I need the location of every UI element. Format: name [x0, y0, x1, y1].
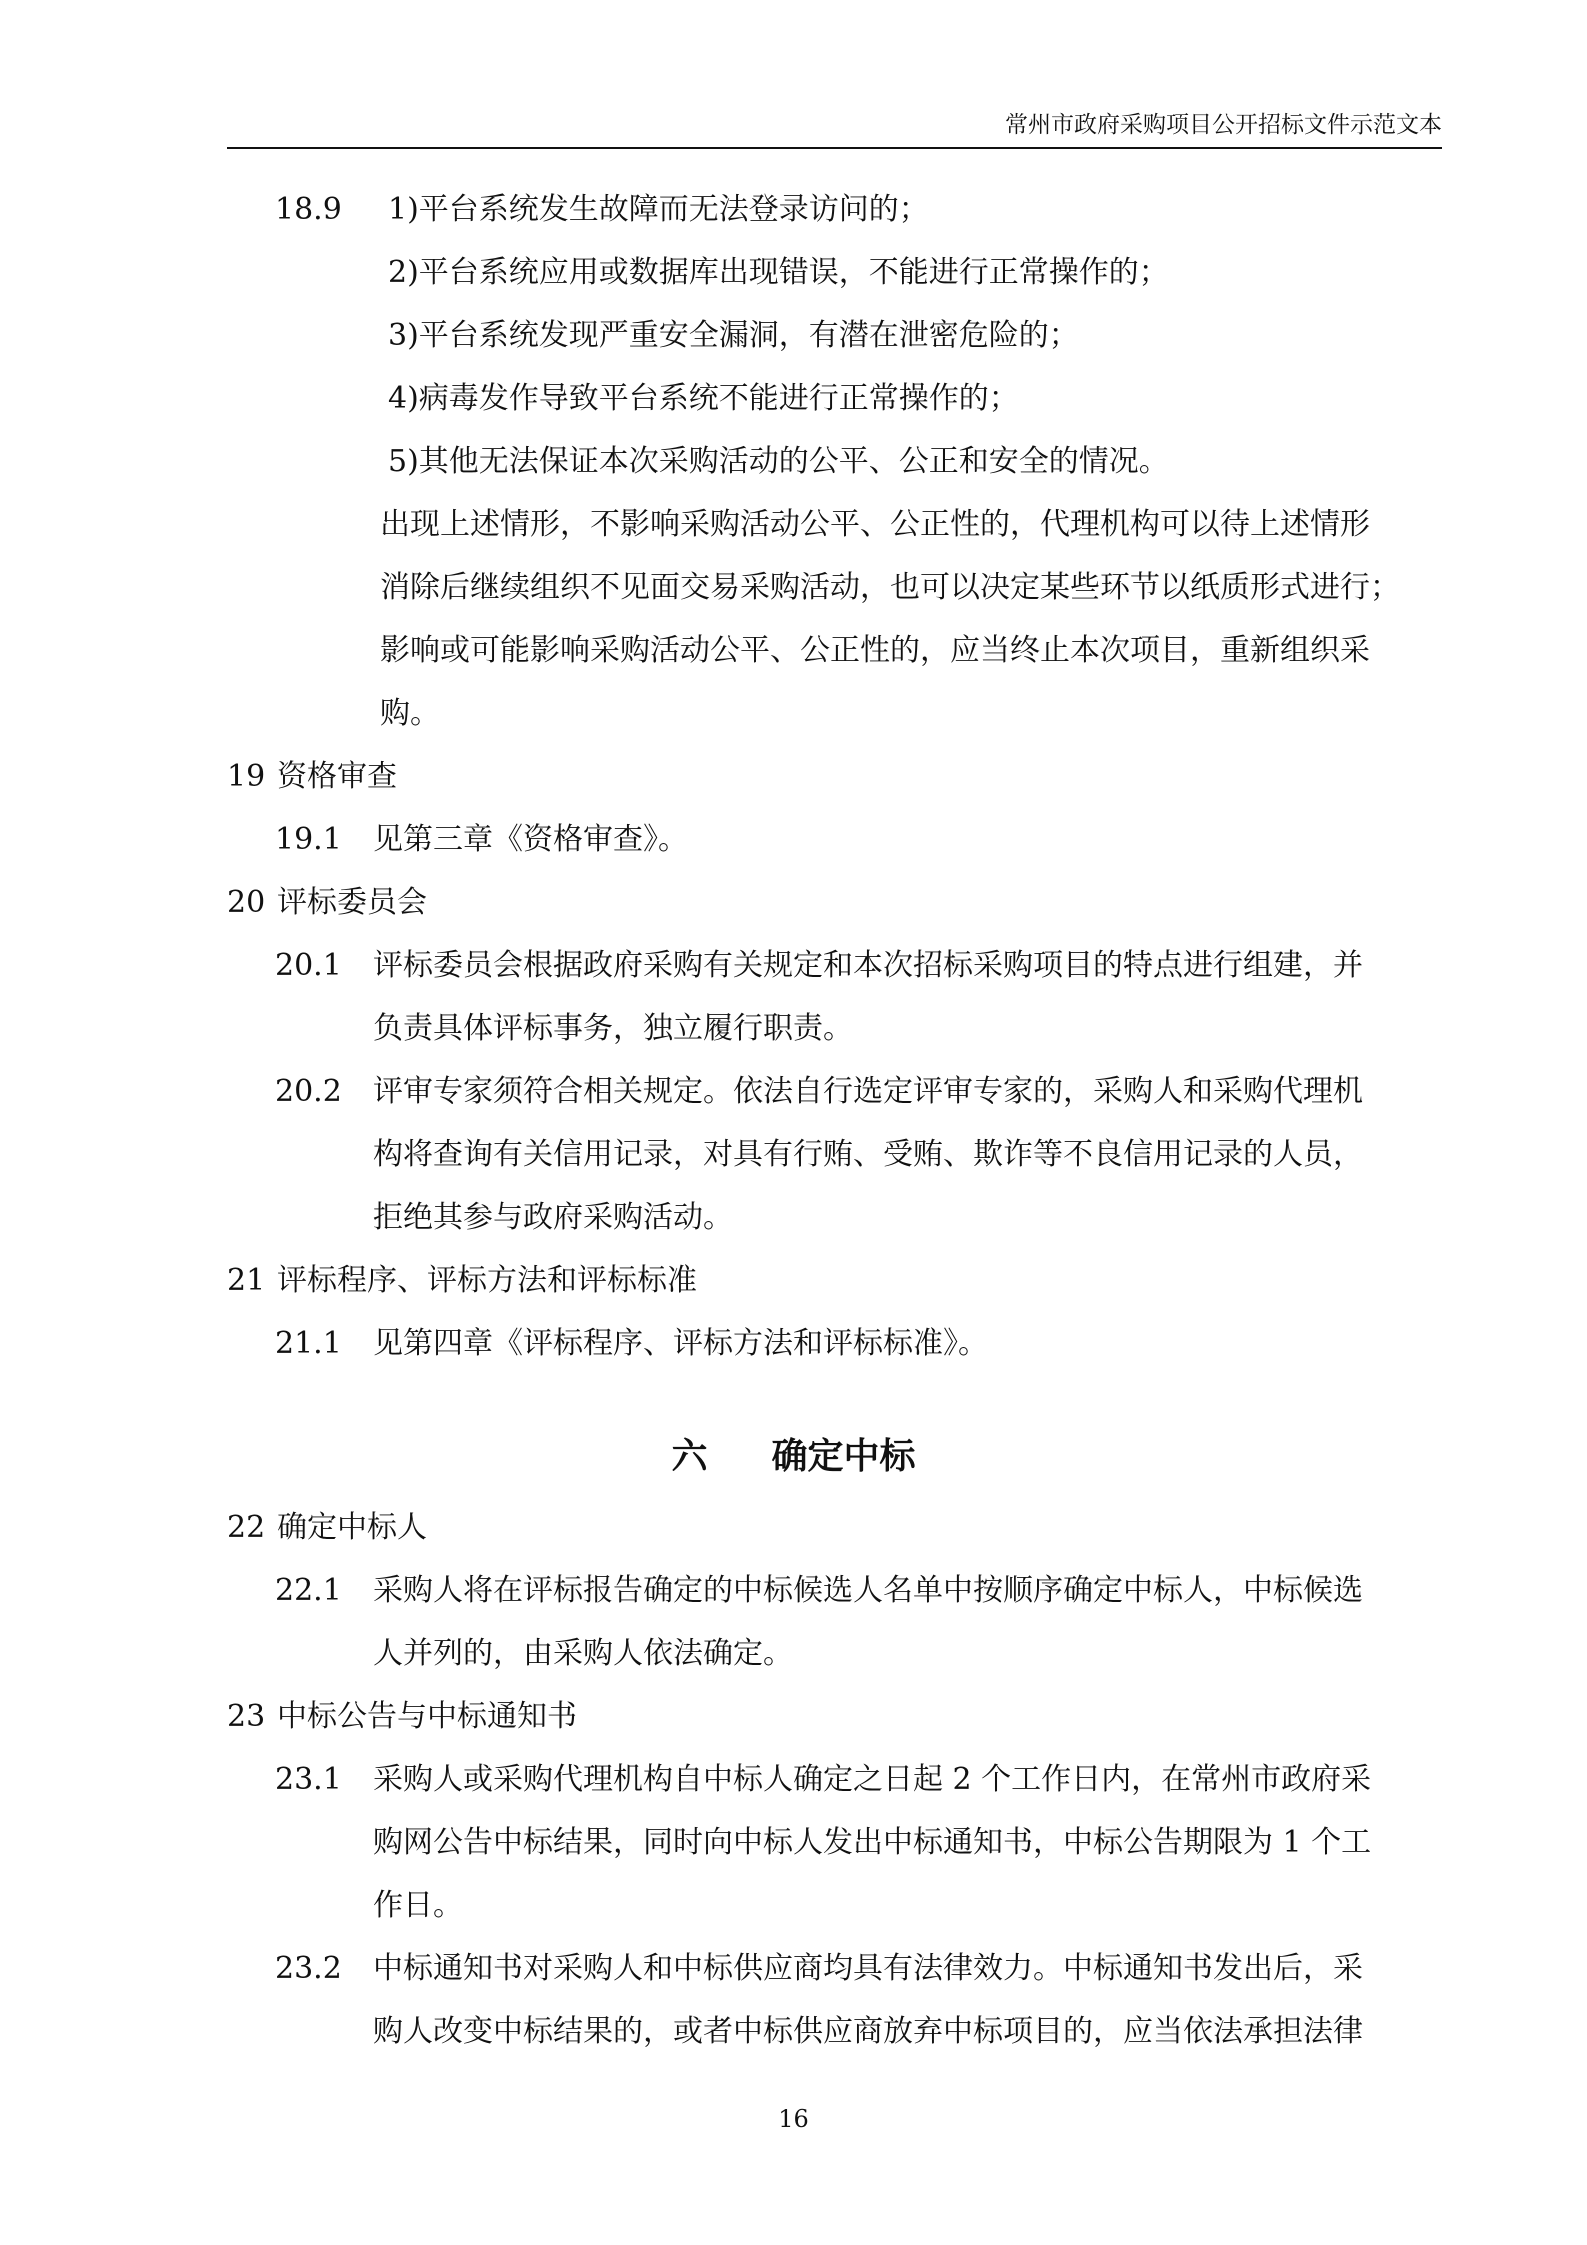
clause-number: 21.1 [275, 1326, 342, 1361]
page-number: 16 [778, 2105, 809, 2133]
clause-number: 20.2 [275, 1074, 342, 1109]
clause-line: 购人改变中标结果的，或者中标供应商放弃中标项目的，应当依法承担法律 [373, 2014, 1363, 2049]
clause-line: 采购人或采购代理机构自中标人确定之日起 2 个工作日内，在常州市政府采 [373, 1762, 1372, 1797]
list-item: 3)平台系统发现严重安全漏洞，有潜在泄密危险的； [388, 318, 1079, 353]
clause-number: 22.1 [275, 1573, 342, 1608]
clause-number: 19.1 [275, 822, 342, 857]
section-title: 评标程序、评标方法和评标标准 [277, 1263, 697, 1298]
clause-number: 18.9 [275, 192, 342, 227]
document-title: 常州市政府采购项目公开招标文件示范文本 [1005, 112, 1442, 138]
chapter-number: 六 [671, 1435, 708, 1477]
clause-line: 作日。 [373, 1888, 463, 1923]
clause-line: 人并列的，由采购人依法确定。 [373, 1636, 793, 1671]
list-item: 2)平台系统应用或数据库出现错误，不能进行正常操作的； [388, 255, 1169, 290]
list-item: 5)其他无法保证本次采购活动的公平、公正和安全的情况。 [388, 444, 1169, 479]
clause-line: 采购人将在评标报告确定的中标候选人名单中按顺序确定中标人，中标候选 [373, 1573, 1363, 1608]
paragraph-line: 购。 [380, 696, 440, 731]
header-divider [227, 147, 1442, 149]
section-title: 确定中标人 [277, 1510, 427, 1545]
paragraph-line: 出现上述情形，不影响采购活动公平、公正性的，代理机构可以待上述情形 [380, 507, 1370, 542]
section-number: 21 [227, 1263, 266, 1298]
section-title: 资格审查 [277, 759, 397, 794]
clause-line: 购网公告中标结果，同时向中标人发出中标通知书，中标公告期限为 1 个工 [373, 1825, 1372, 1860]
clause-number: 20.1 [275, 948, 342, 983]
clause-line: 负责具体评标事务，独立履行职责。 [373, 1011, 853, 1046]
clause-line: 拒绝其参与政府采购活动。 [373, 1200, 733, 1235]
section-number: 22 [227, 1510, 266, 1545]
section-number: 19 [227, 759, 266, 794]
clause-line: 评标委员会根据政府采购有关规定和本次招标采购项目的特点进行组建，并 [373, 948, 1363, 983]
paragraph-line: 消除后继续组织不见面交易采购活动，也可以决定某些环节以纸质形式进行； [380, 570, 1400, 605]
section-number: 23 [227, 1699, 266, 1734]
section-number: 20 [227, 885, 266, 920]
clause-line: 评审专家须符合相关规定。依法自行选定评审专家的，采购人和采购代理机 [373, 1074, 1363, 1109]
list-item: 4)病毒发作导致平台系统不能进行正常操作的； [388, 381, 1019, 416]
clause-line: 见第四章《评标程序、评标方法和评标标准》。 [373, 1326, 988, 1361]
chapter-title: 确定中标 [771, 1435, 916, 1477]
clause-line: 构将查询有关信用记录，对具有行贿、受贿、欺诈等不良信用记录的人员， [373, 1137, 1363, 1172]
section-title: 中标公告与中标通知书 [277, 1699, 577, 1734]
list-item: 1)平台系统发生故障而无法登录访问的； [388, 192, 929, 227]
clause-number: 23.1 [275, 1762, 342, 1797]
chapter-heading [0, 1432, 1587, 1480]
clause-number: 23.2 [275, 1951, 342, 1986]
clause-line: 中标通知书对采购人和中标供应商均具有法律效力。中标通知书发出后，采 [373, 1951, 1363, 1986]
paragraph-line: 影响或可能影响采购活动公平、公正性的，应当终止本次项目，重新组织采 [380, 633, 1370, 668]
section-title: 评标委员会 [277, 885, 427, 920]
clause-line: 见第三章《资格审查》。 [373, 822, 688, 857]
